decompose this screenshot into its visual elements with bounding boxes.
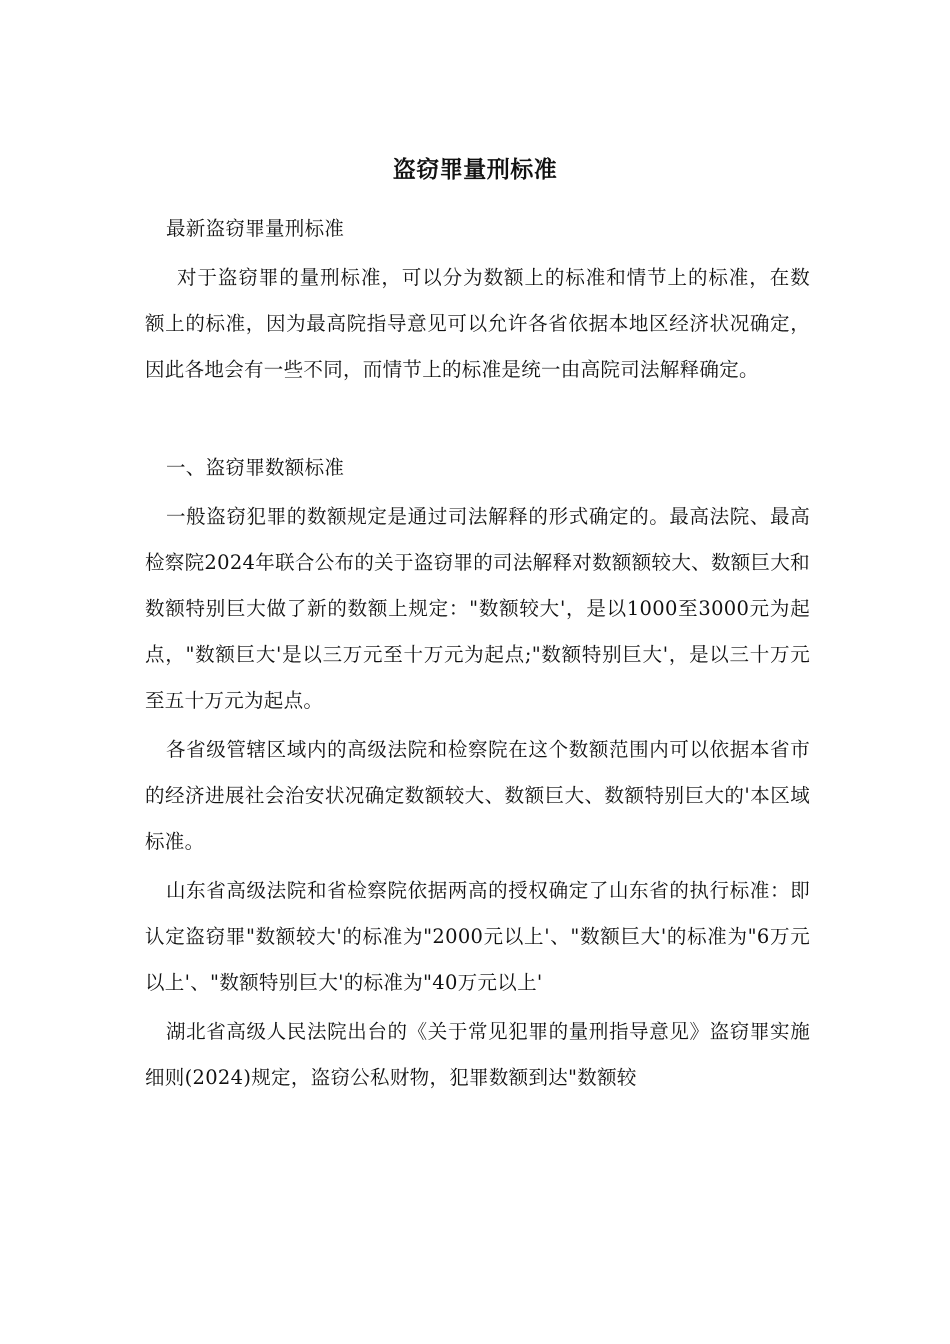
document-title: 盗窃罪量刑标准 bbox=[392, 156, 558, 183]
body-paragraph: 山东省高级法院和省检察院依据两高的授权确定了山东省的执行标准：即认定盗窃罪"数额较大'的标准为"2000元以上'、"数额巨大'的标准为"6万元以上'、"数额特别巨大'的标准为"40万元以上' bbox=[145, 879, 810, 994]
section-heading: 一、盗窃罪数额标准 bbox=[166, 456, 345, 479]
body-paragraph: 各省级管辖区域内的高级法院和检察院在这个数额范围内可以依据本省市的经济进展社会治安状况确定数额较大、数额巨大、数额特别巨大的'本区域标准。 bbox=[145, 738, 810, 853]
body-paragraph: 一般盗窃犯罪的数额规定是通过司法解释的形式确定的。最高法院、最高检察院2024年联合公布的关于盗窃罪的司法解释对数额额较大、数额巨大和数额特别巨大做了新的数额上规定："数额较大'，是以1000至3000元为起点，"数额巨大'是以三万元至十万元为起点;"数额特别巨大'，是以三十万元至五十万元为起点。 bbox=[145, 505, 810, 712]
intro-paragraph: 对于盗窃罪的量刑标准，可以分为数额上的标准和情节上的标准，在数额上的标准，因为最高院指导意见可以允许各省依据本地区经济状况确定，因此各地会有一些不同，而情节上的标准是统一由高院司法解释确定。 bbox=[145, 266, 810, 381]
body-paragraph: 湖北省高级人民法院出台的《关于常见犯罪的量刑指导意见》盗窃罪实施细则(2024)规定，盗窃公私财物，犯罪数额到达"数额较 bbox=[145, 1020, 810, 1089]
paragraph-spacer bbox=[145, 393, 810, 445]
subtitle-paragraph: 最新盗窃罪量刑标准 bbox=[166, 217, 345, 240]
document-body bbox=[145, 206, 810, 1101]
